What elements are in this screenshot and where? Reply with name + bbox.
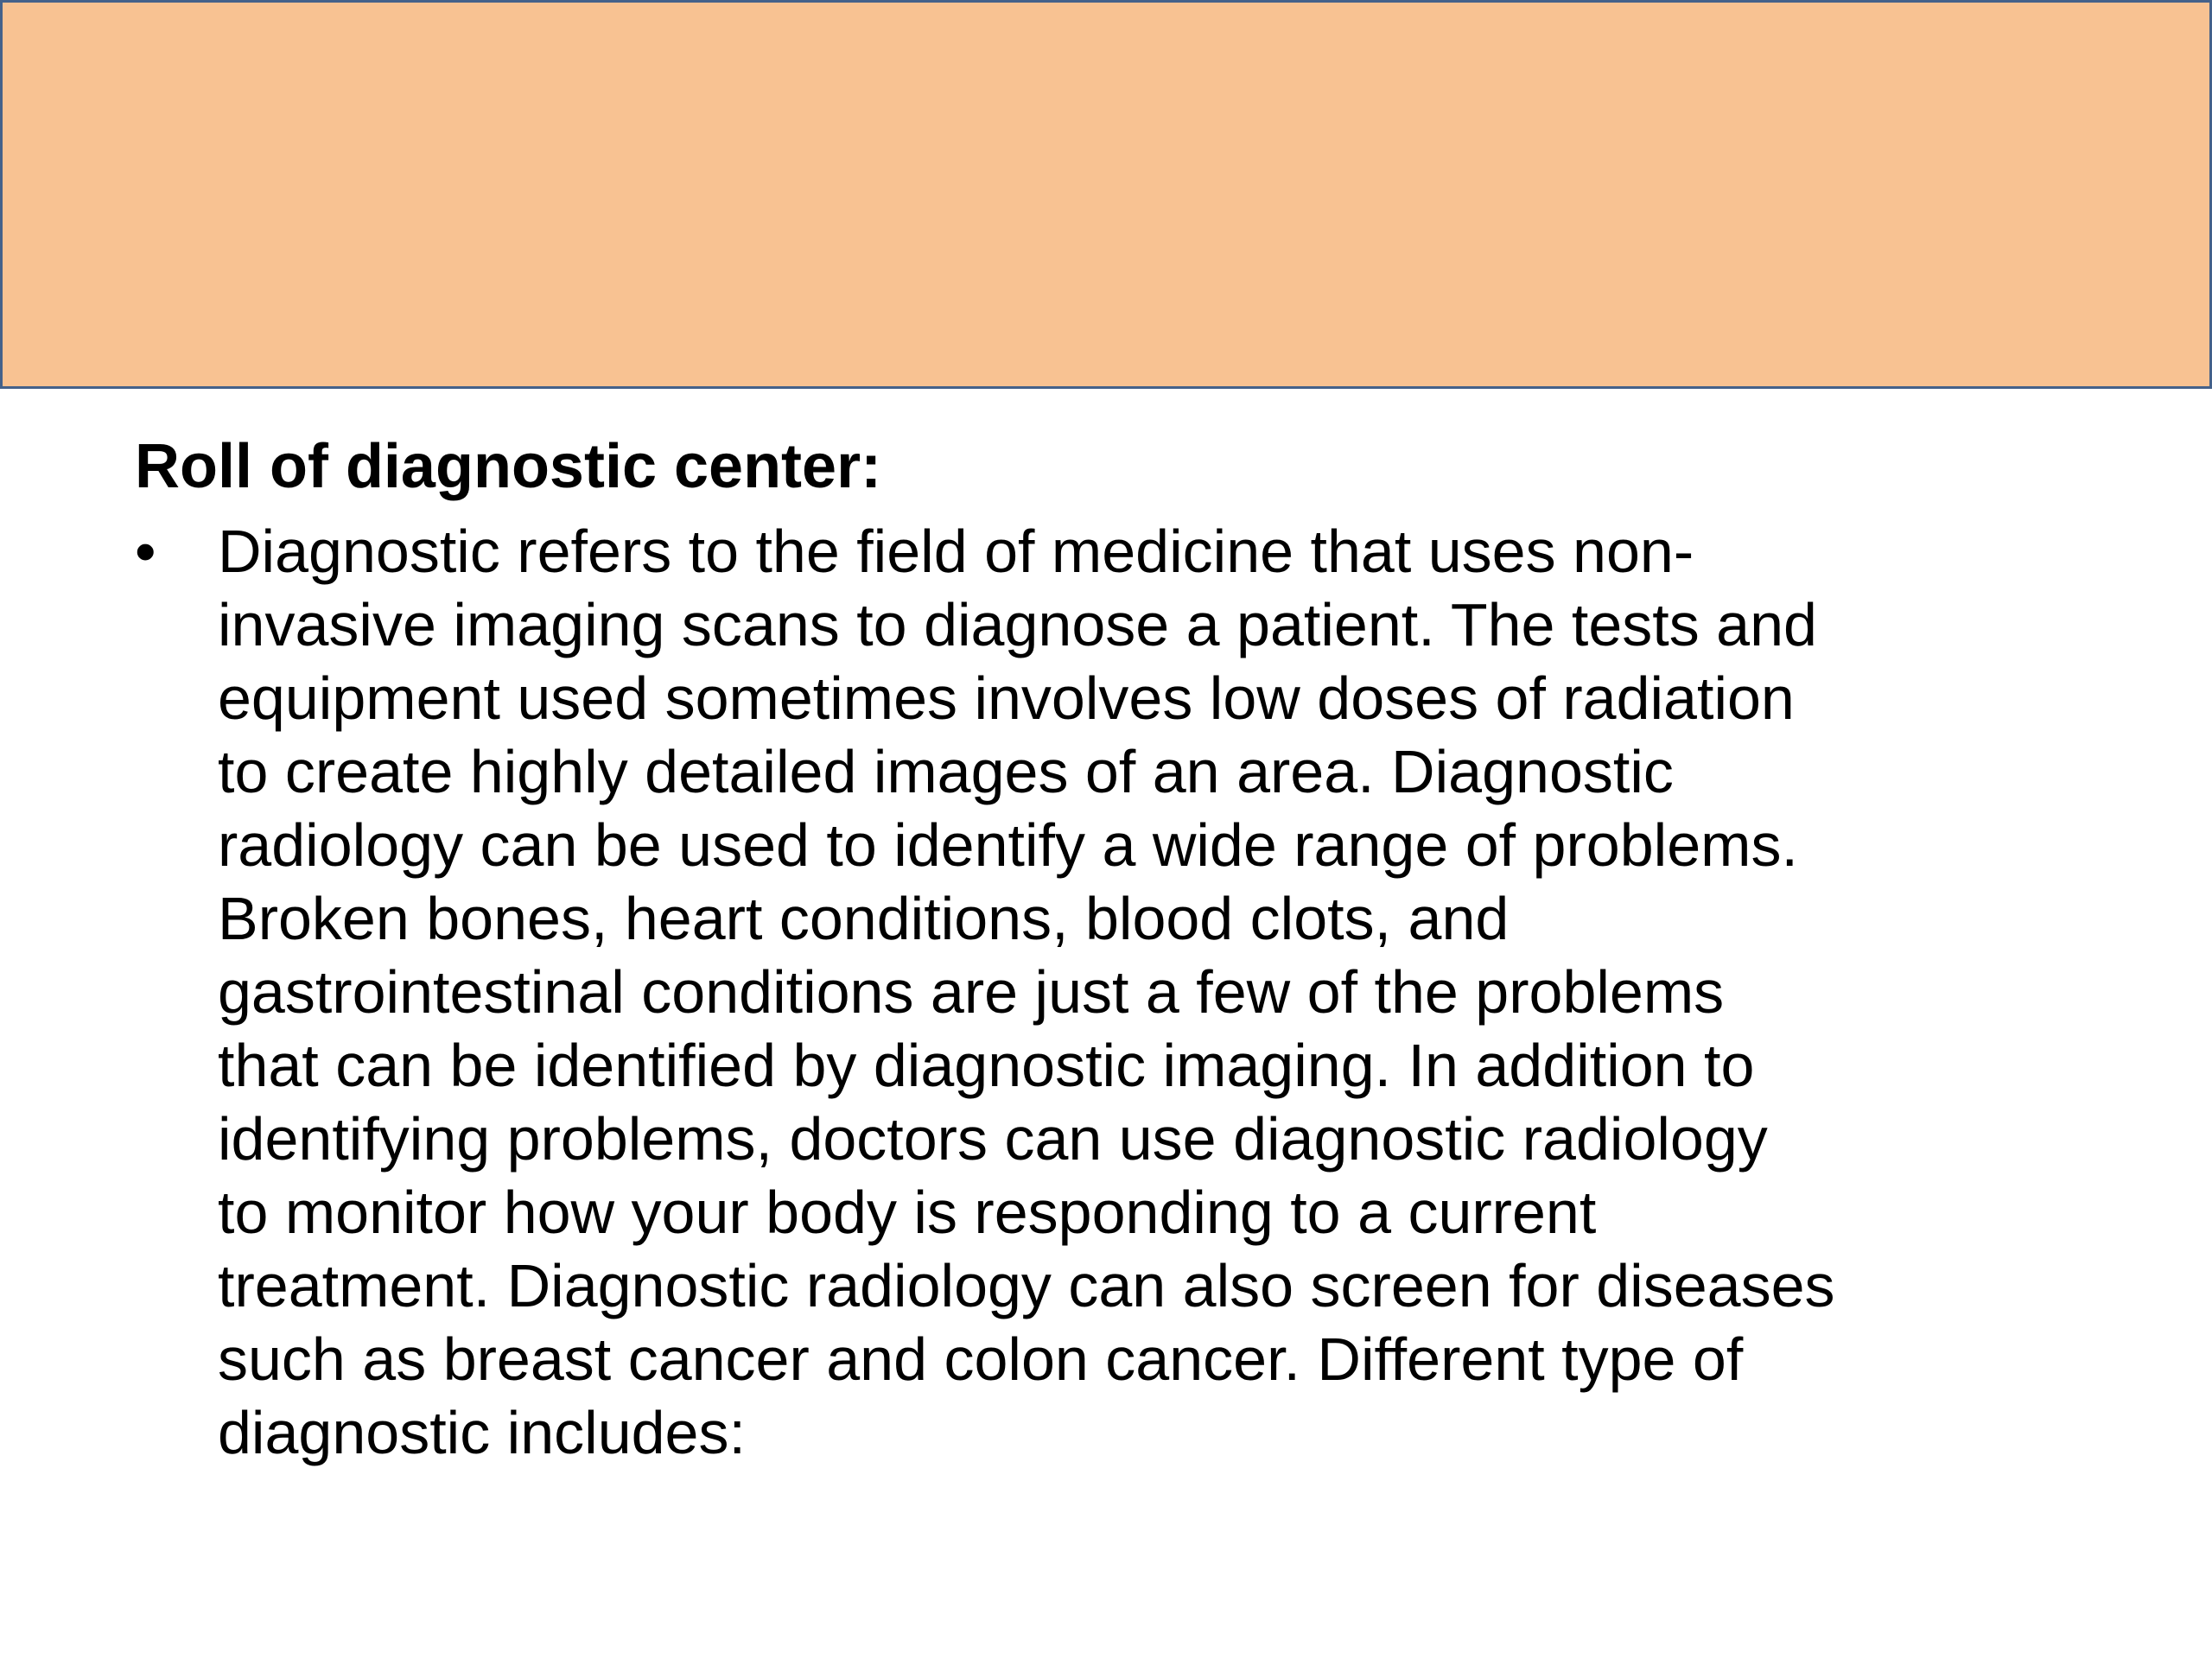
bullet-text-line: that can be identified by diagnostic imaging. In addition to (218, 1032, 1755, 1099)
bullet-text-line: Diagnostic refers to the field of medicine that uses non- (218, 518, 1694, 585)
bullet-text-line: equipment used sometimes involves low doses of radiation (218, 664, 1795, 732)
bullet-text-line: radiology can be used to identify a wide range of problems. (218, 811, 1798, 879)
bullet-text-line: to create highly detailed images of an area. Diagnostic (218, 738, 1674, 805)
bullet-item (135, 515, 2122, 1470)
section-heading: Roll of diagnostic center: (135, 432, 882, 501)
bullet-text-line: identifying problems, doctors can use diagnostic radiology (218, 1105, 1768, 1173)
bullet-text-line: treatment. Diagnostic radiology can also screen for diseases (218, 1252, 1835, 1319)
bullet-point-icon: • (135, 518, 156, 585)
title-banner (0, 0, 2212, 389)
bullet-text-line: invasive imaging scans to diagnose a patient. The tests and (218, 591, 1817, 658)
bullet-text-line: such as breast cancer and colon cancer. Different type of (218, 1325, 1744, 1393)
bullet-text-line: Broken bones, heart conditions, blood clots, and (218, 885, 1510, 952)
bullet-text-line: to monitor how your body is responding to a current (218, 1179, 1597, 1246)
bullet-text-line: diagnostic includes: (218, 1399, 746, 1466)
slide-content (135, 425, 2122, 1470)
bullet-text-line: gastrointestinal conditions are just a few of the problems (218, 958, 1725, 1026)
